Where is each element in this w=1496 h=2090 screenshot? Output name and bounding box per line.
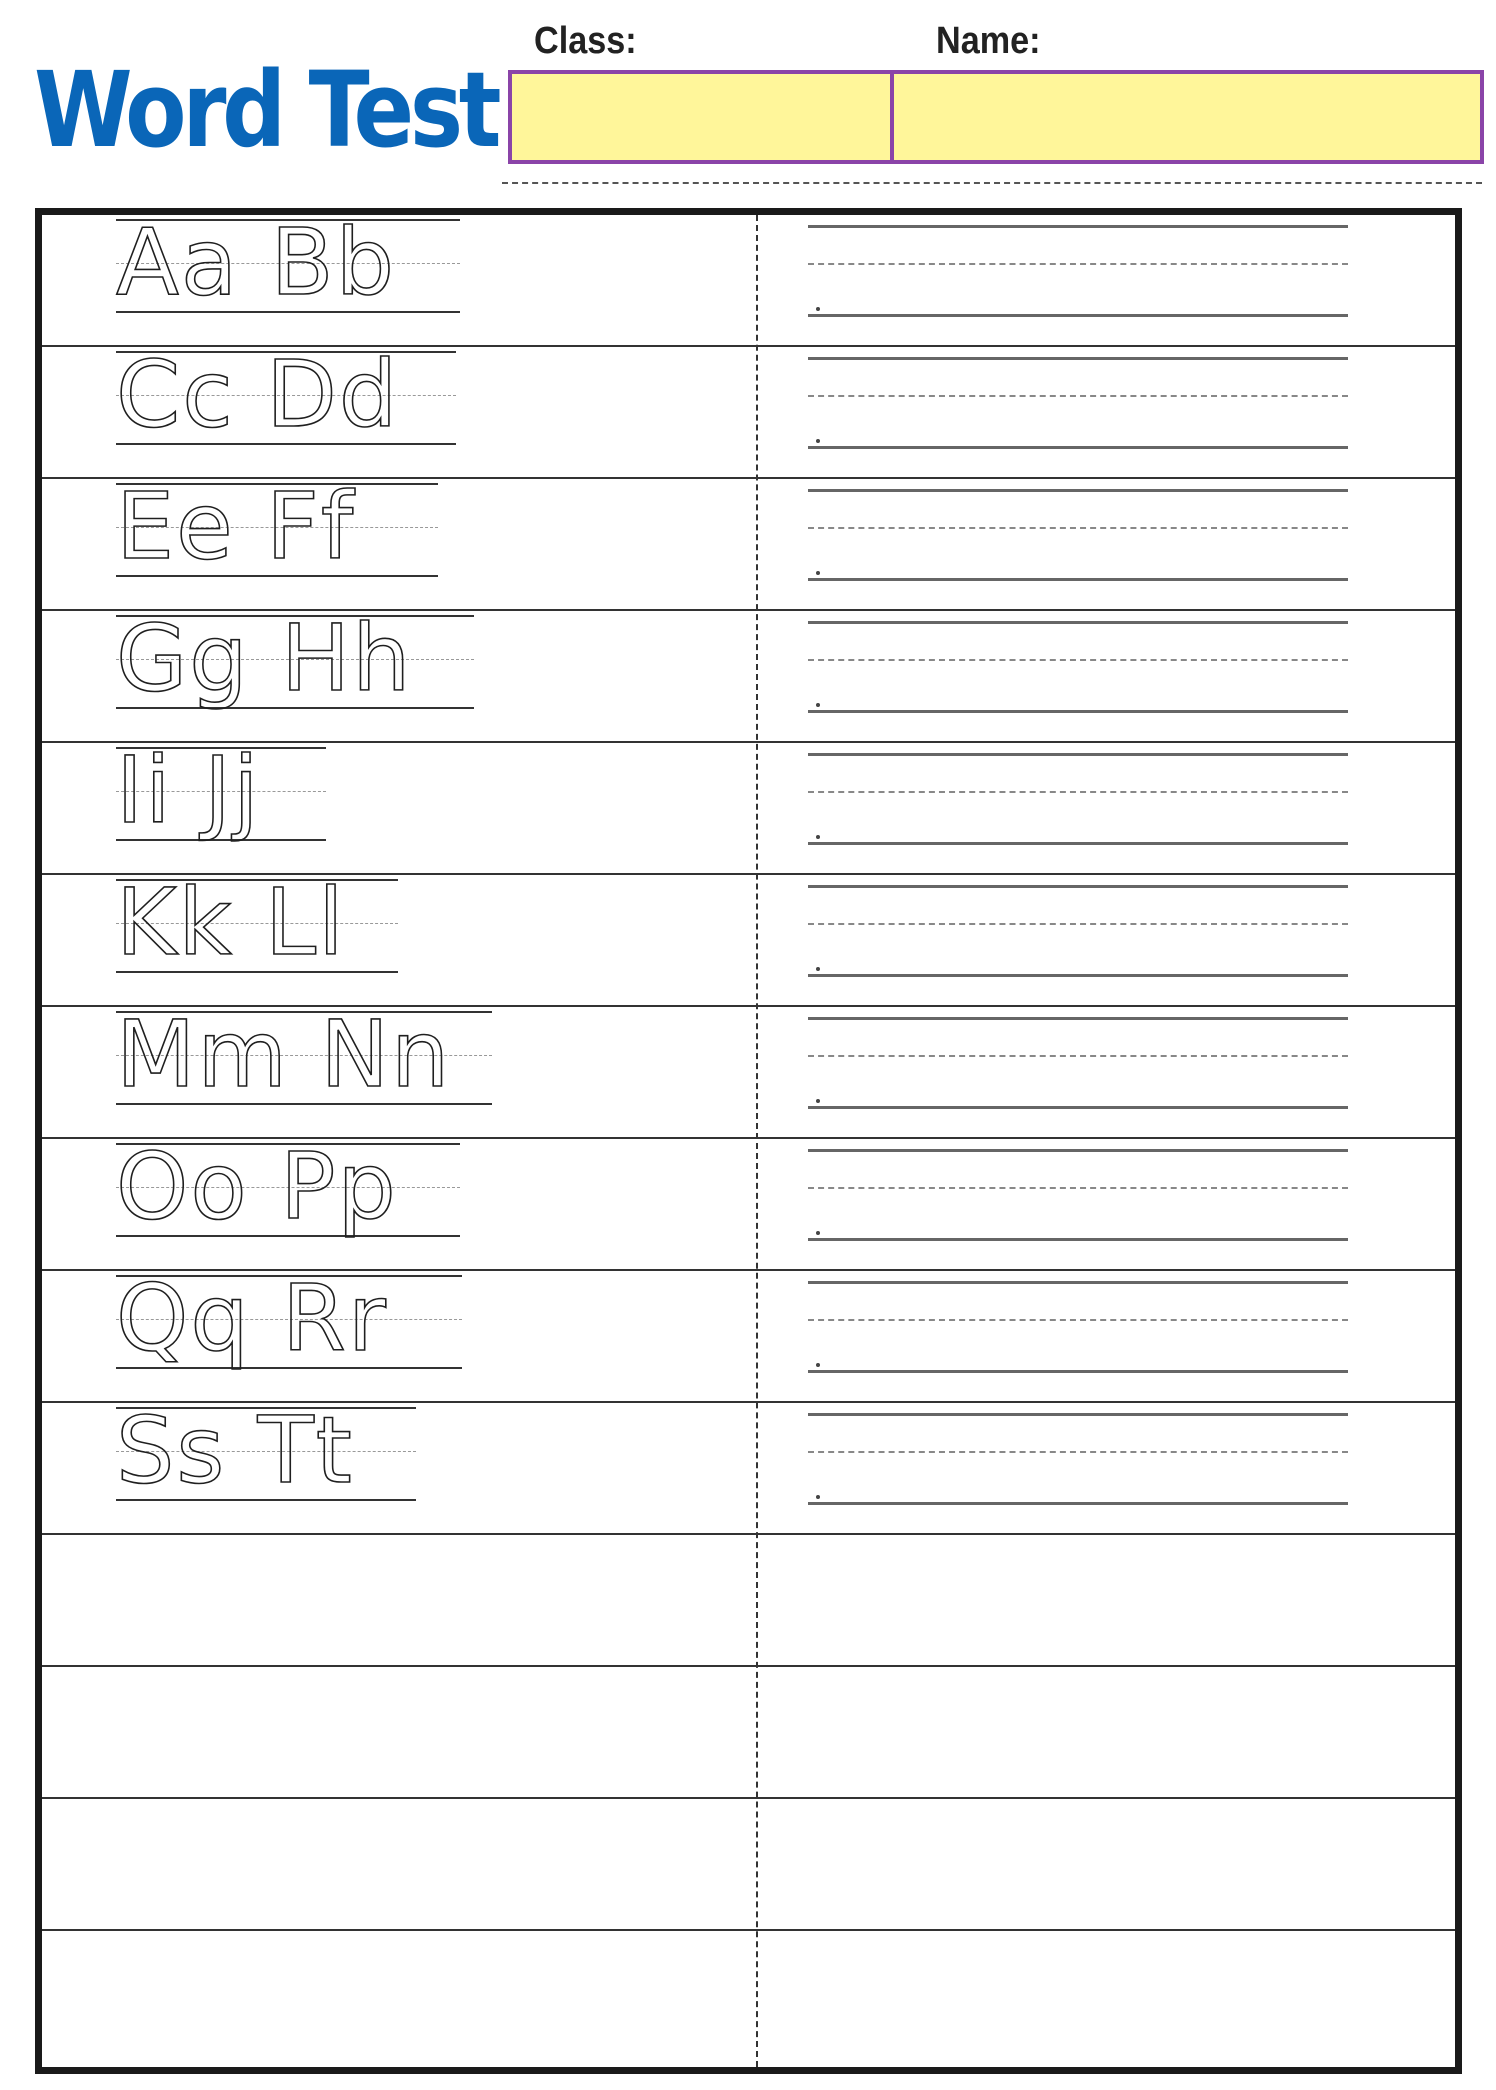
answer-dot <box>816 1231 820 1235</box>
answer-mid-line <box>808 1187 1348 1189</box>
answer-writing-lines[interactable] <box>808 1281 1348 1381</box>
blank-answer-cell[interactable] <box>756 1667 1455 1797</box>
tracing-letters <box>116 1265 462 1385</box>
answer-dot <box>816 967 820 971</box>
answer-writing-lines[interactable] <box>808 1413 1348 1513</box>
test-row <box>42 1799 1455 1931</box>
test-row <box>42 1667 1455 1799</box>
answer-top-line <box>808 225 1348 228</box>
letter-pair: Ss Tt <box>116 1397 354 1504</box>
answer-top-line <box>808 489 1348 492</box>
answer-mid-line <box>808 1451 1348 1453</box>
test-row <box>42 1133 1455 1271</box>
tracing-letters <box>116 209 460 329</box>
answer-dot <box>816 307 820 311</box>
answer-dot <box>816 1495 820 1499</box>
letter-pair: Oo Pp <box>116 1133 398 1240</box>
answer-base-line <box>808 1502 1348 1505</box>
letter-pair: Gg Hh <box>116 605 413 712</box>
answer-dot <box>816 571 820 575</box>
test-row <box>42 869 1455 1007</box>
name-label: Name: <box>936 20 1041 62</box>
letter-pair: Cc Dd <box>116 341 400 448</box>
answer-writing-lines[interactable] <box>808 225 1348 325</box>
letter-pair: Mm Nn <box>116 1001 452 1108</box>
answer-base-line <box>808 842 1348 845</box>
header-divider <box>502 182 1482 184</box>
answer-writing-lines[interactable] <box>808 621 1348 721</box>
tracing-letters <box>116 605 474 725</box>
answer-mid-line <box>808 1055 1348 1057</box>
answer-mid-line <box>808 791 1348 793</box>
answer-mid-line <box>808 1319 1348 1321</box>
test-row <box>42 341 1455 479</box>
answer-base-line <box>808 446 1348 449</box>
answer-top-line <box>808 1281 1348 1284</box>
answer-mid-line <box>808 395 1348 397</box>
answer-top-line <box>808 753 1348 756</box>
class-field[interactable] <box>508 70 894 164</box>
test-row <box>42 737 1455 875</box>
answer-top-line <box>808 1149 1348 1152</box>
answer-top-line <box>808 885 1348 888</box>
test-row <box>42 209 1455 347</box>
answer-base-line <box>808 710 1348 713</box>
test-row <box>42 1001 1455 1139</box>
letter-pair: Aa Bb <box>116 209 397 316</box>
answer-mid-line <box>808 263 1348 265</box>
answer-base-line <box>808 1238 1348 1241</box>
answer-top-line <box>808 1413 1348 1416</box>
test-row <box>42 1397 1455 1535</box>
test-row <box>42 1265 1455 1403</box>
tracing-letters <box>116 473 438 593</box>
answer-writing-lines[interactable] <box>808 885 1348 985</box>
tracing-letters <box>116 1001 492 1121</box>
blank-answer-cell[interactable] <box>756 1535 1455 1665</box>
answer-base-line <box>808 974 1348 977</box>
answer-top-line <box>808 621 1348 624</box>
tracing-letters <box>116 1397 416 1517</box>
answer-mid-line <box>808 659 1348 661</box>
answer-mid-line <box>808 527 1348 529</box>
tracing-letters <box>116 869 398 989</box>
answer-writing-lines[interactable] <box>808 489 1348 589</box>
letter-pair: Qq Rr <box>116 1265 388 1372</box>
test-row <box>42 1535 1455 1667</box>
answer-top-line <box>808 357 1348 360</box>
answer-dot <box>816 835 820 839</box>
answer-base-line <box>808 1370 1348 1373</box>
tracing-letters <box>116 341 456 461</box>
answer-base-line <box>808 578 1348 581</box>
answer-writing-lines[interactable] <box>808 1149 1348 1249</box>
test-row <box>42 473 1455 611</box>
answer-base-line <box>808 1106 1348 1109</box>
answer-writing-lines[interactable] <box>808 1017 1348 1117</box>
name-field[interactable] <box>890 70 1484 164</box>
answer-dot <box>816 703 820 707</box>
answer-writing-lines[interactable] <box>808 357 1348 457</box>
answer-base-line <box>808 314 1348 317</box>
answer-dot <box>816 1363 820 1367</box>
letter-pair: Ee Ff <box>116 473 356 580</box>
test-row <box>42 605 1455 743</box>
answer-top-line <box>808 1017 1348 1020</box>
blank-answer-cell[interactable] <box>756 1799 1455 1929</box>
page-title: Word Test <box>34 49 498 171</box>
word-test-table <box>35 208 1462 2074</box>
answer-writing-lines[interactable] <box>808 753 1348 853</box>
letter-pair: Ii Jj <box>116 737 261 844</box>
blank-answer-cell[interactable] <box>756 1931 1455 2063</box>
letter-pair: Kk Ll <box>116 869 346 976</box>
answer-mid-line <box>808 923 1348 925</box>
answer-dot <box>816 439 820 443</box>
tracing-letters <box>116 1133 460 1253</box>
test-row <box>42 1931 1455 2063</box>
answer-dot <box>816 1099 820 1103</box>
tracing-letters <box>116 737 326 857</box>
class-label: Class: <box>534 20 637 62</box>
